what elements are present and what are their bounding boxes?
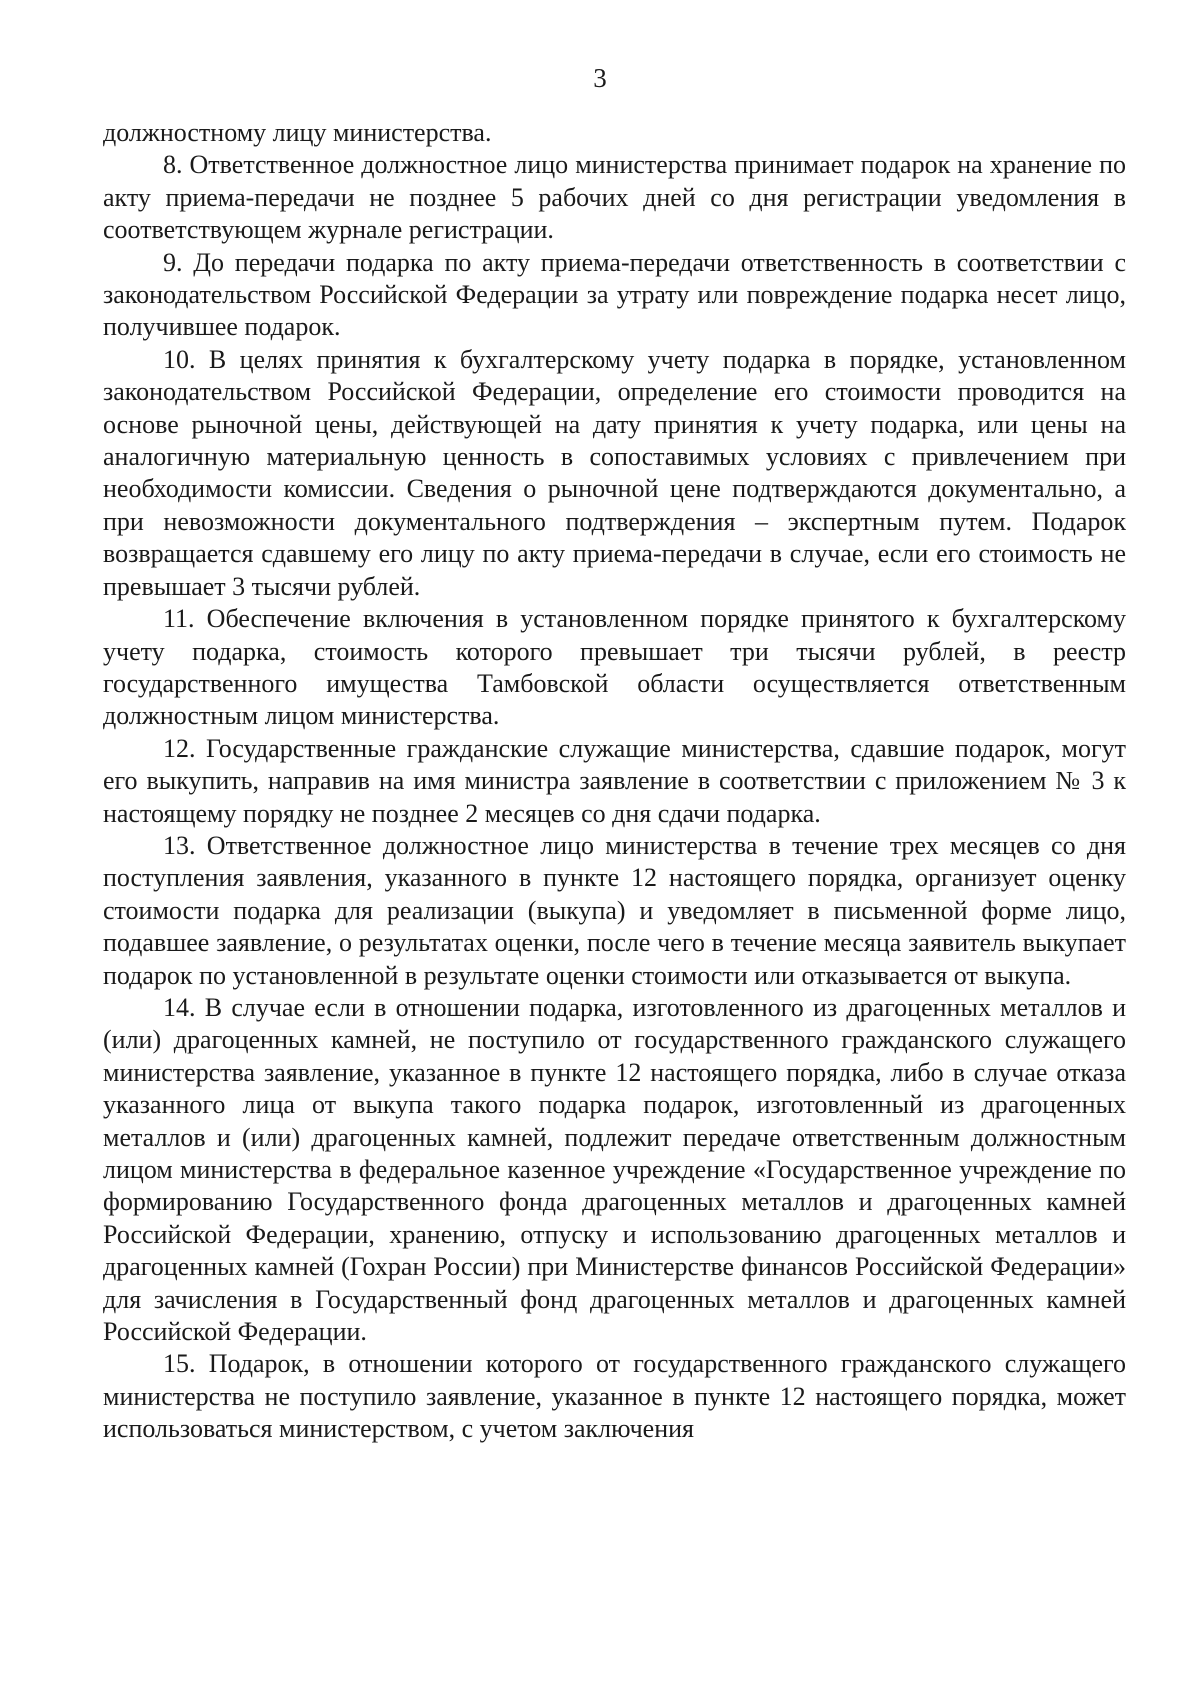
paragraph-item-10: 10. В целях принятия к бухгалтерскому учету подарка в порядке, установленном законодательством Российской Федерации, определение его стоимости проводится на основе рыночной цены, действующей на дату принятия к учету подарка, или цены на аналогичную материальную ценность в сопоставимых условиях с привлечением при необходимости комиссии. Сведения о рыночной цене подтверждаются документально, а при невозможности документального подтверждения – экспертным путем. Подарок возвращается сдавшему его лицу по акту приема-передачи в случае, если его стоимость не превышает 3 тысячи рублей.	[103, 344, 1126, 601]
paragraph-item-9: 9. До передачи подарка по акту приема-передачи ответственность в соответствии с законодательством Российской Федерации за утрату или повреждение подарка несет лицо, получившее подарок.	[103, 247, 1126, 342]
paragraph-continuation: должностному лицу министерства.	[103, 118, 492, 147]
paragraph-item-15: 15. Подарок, в отношении которого от государственного гражданского служащего министерства не поступило заявление, указанное в пункте 12 настоящего порядка, может использоваться министерством, с учетом заключения	[103, 1349, 1126, 1444]
paragraph-item-14: 14. В случае если в отношении подарка, изготовленного из драгоценных металлов и (или) драгоценных камней, не поступило от государственного гражданского служащего министерства заявление, указанное в пункте 12 настоящего порядка, либо в случае отказа указанного лица от выкупа такого подарка подарок, изготовленный из драгоценных металлов и (или) драгоценных камней, подлежит передаче ответственным должностным лицом министерства в федеральное казенное учреждение «Государственное учреждение по формированию Государственного фонда драгоценных металлов и драгоценных камней Российской Федерации, хранению, отпуску и использованию драгоценных металлов и драгоценных камней (Гохран России) при Министерстве финансов Российской Федерации» для зачисления в Государственный фонд драгоценных металлов и драгоценных камней Российской Федерации.	[103, 992, 1126, 1347]
document-body	[103, 117, 1126, 1446]
paragraph-item-8: 8. Ответственное должностное лицо министерства принимает подарок на хранение по акту приема-передачи не позднее 5 рабочих дней со дня регистрации уведомления в соответствующем журнале регистрации.	[103, 150, 1126, 245]
paragraph-item-13: 13. Ответственное должностное лицо министерства в течение трех месяцев со дня поступления заявления, указанного в пункте 12 настоящего порядка, организует оценку стоимости подарка для реализации (выкупа) и уведомляет в письменной форме лицо, подавшее заявление, о результатах оценки, после чего в течение месяца заявитель выкупает подарок по установленной в результате оценки стоимости или отказывается от выкупа.	[103, 830, 1126, 990]
page-number: 3	[593, 63, 607, 93]
paragraph-item-12: 12. Государственные гражданские служащие министерства, сдавшие подарок, могут его выкупить, направив на имя министра заявление в соответствии с приложением № 3 к настоящему порядку не позднее 2 месяцев со дня сдачи подарка.	[103, 733, 1126, 828]
paragraph-item-11: 11. Обеспечение включения в установленном порядке принятого к бухгалтерскому учету подарка, стоимость которого превышает три тысячи рублей, в реестр государственного имущества Тамбовской области осуществляется ответственным должностным лицом министерства.	[103, 604, 1126, 731]
